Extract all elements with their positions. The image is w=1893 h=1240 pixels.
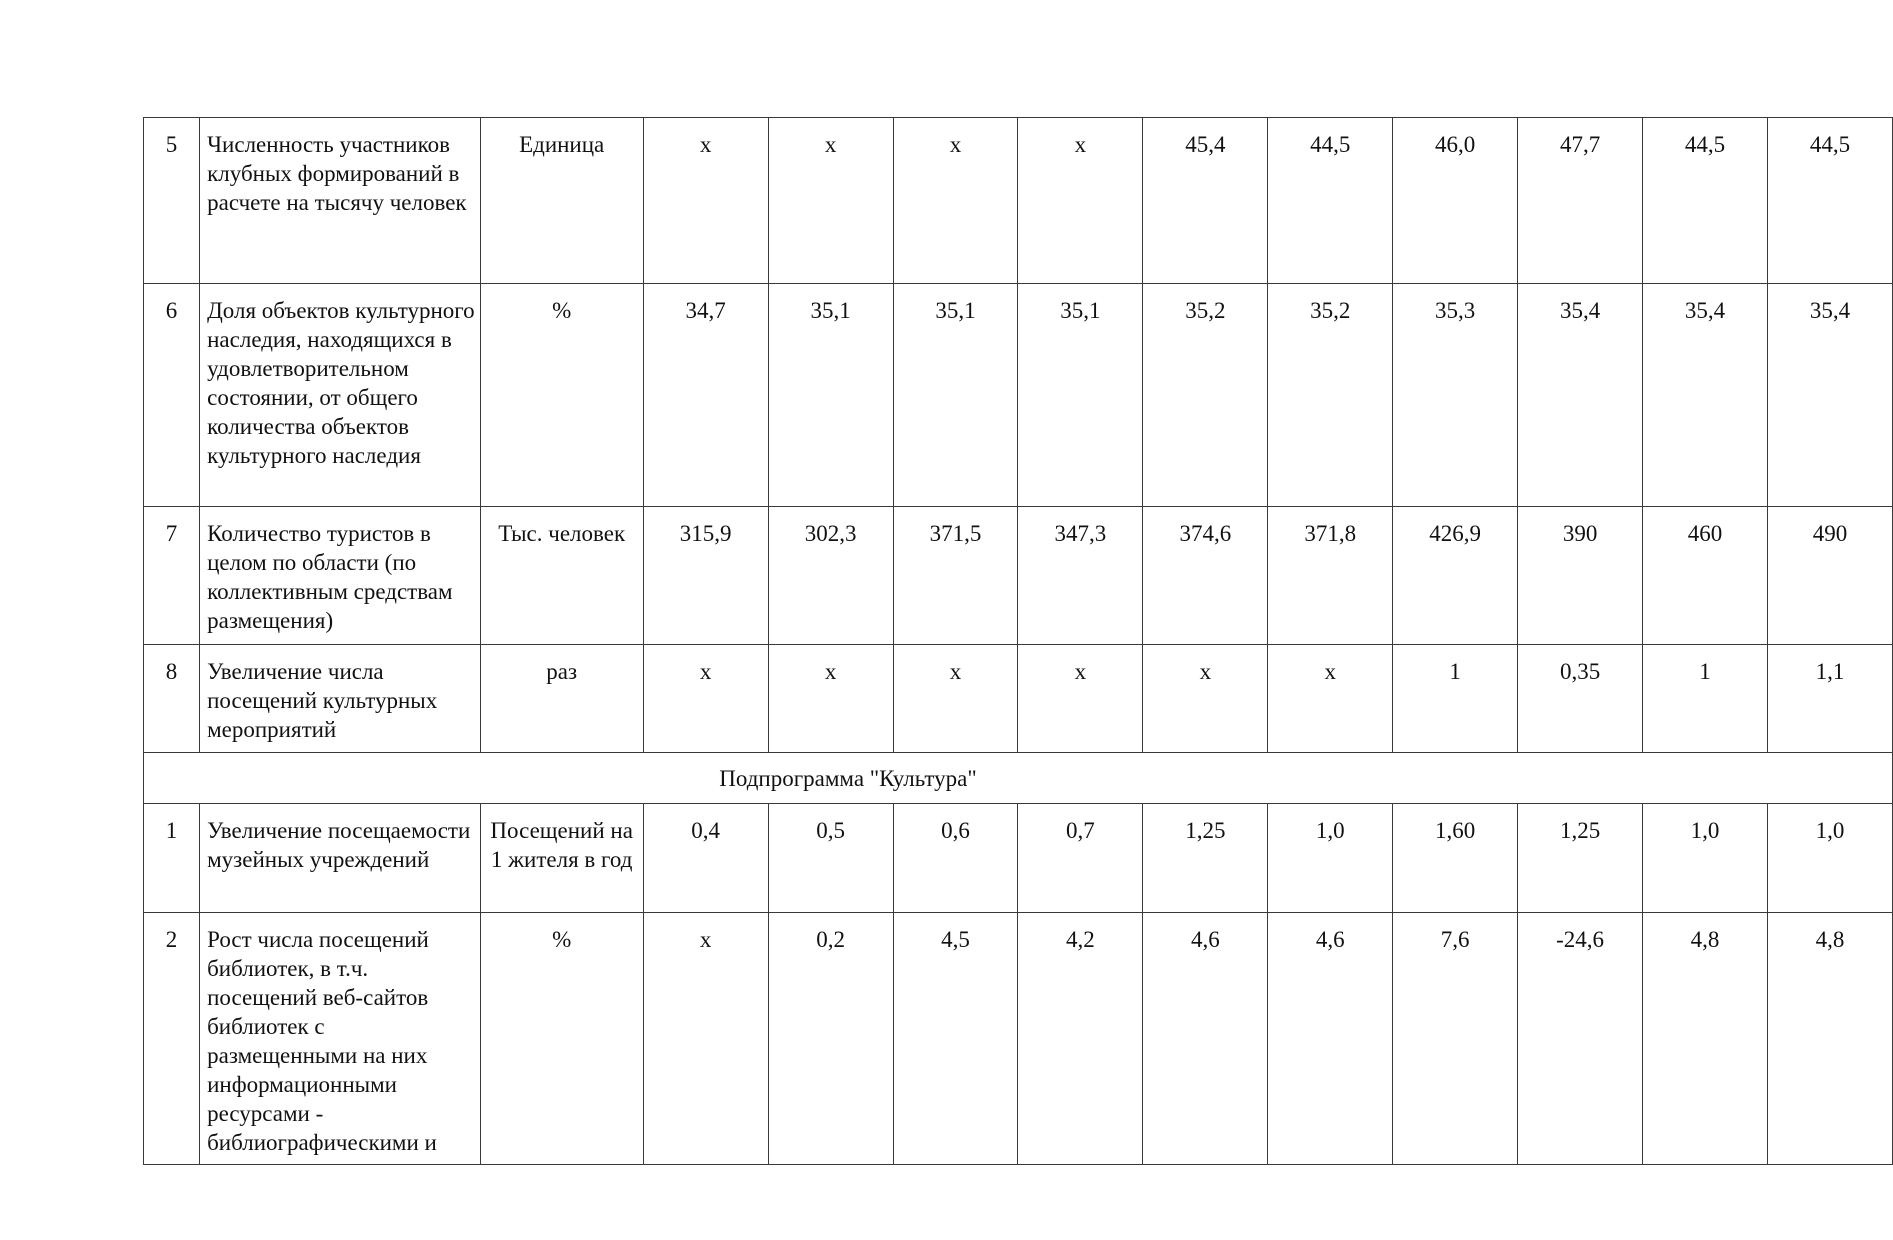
value-cell: 44,5 — [1643, 118, 1768, 284]
value-cell: 315,9 — [643, 507, 768, 645]
value-cell: 35,1 — [893, 284, 1018, 507]
indicators-table — [143, 117, 1893, 1165]
value-cell: 302,3 — [768, 507, 893, 645]
table-row — [144, 284, 1893, 507]
row-number: 5 — [144, 118, 200, 284]
indicator-name: Доля объектов культурного наследия, находящихся в удовлетворительном состоянии, от общего количества объектов культурного наследия — [200, 284, 481, 507]
row-number: 2 — [144, 913, 200, 1165]
table-row — [144, 507, 1893, 645]
value-cell: 7,6 — [1393, 913, 1518, 1165]
value-cell: 0,5 — [768, 804, 893, 913]
value-cell: 0,4 — [643, 804, 768, 913]
value-cell: 35,3 — [1393, 284, 1518, 507]
value-cell: 45,4 — [1143, 118, 1268, 284]
value-cell: x — [1018, 645, 1143, 753]
value-cell: 0,6 — [893, 804, 1018, 913]
value-cell: 0,35 — [1518, 645, 1643, 753]
value-cell: 1,60 — [1393, 804, 1518, 913]
value-cell: 35,4 — [1518, 284, 1643, 507]
value-cell: 1,0 — [1268, 804, 1393, 913]
indicator-name: Численность участников клубных формирований в расчете на тысячу человек — [200, 118, 481, 284]
value-cell: x — [893, 118, 1018, 284]
value-cell: 1,25 — [1143, 804, 1268, 913]
table-row — [144, 645, 1893, 753]
value-cell: 4,8 — [1643, 913, 1768, 1165]
value-cell: 4,2 — [1018, 913, 1143, 1165]
row-number: 6 — [144, 284, 200, 507]
value-cell: 35,4 — [1643, 284, 1768, 507]
unit-cell: раз — [480, 645, 643, 753]
indicator-name: Рост числа посещений библиотек, в т.ч. посещений веб-сайтов библиотек с размещенными на них информационными ресурсами - библиографическими и — [200, 913, 481, 1165]
value-cell: 371,5 — [893, 507, 1018, 645]
value-cell: 4,5 — [893, 913, 1018, 1165]
value-cell: 1,25 — [1518, 804, 1643, 913]
value-cell: 34,7 — [643, 284, 768, 507]
section-header-cell — [144, 753, 1893, 804]
value-cell: 35,1 — [1018, 284, 1143, 507]
value-cell: 44,5 — [1268, 118, 1393, 284]
value-cell: 347,3 — [1018, 507, 1143, 645]
table-row — [144, 913, 1893, 1165]
value-cell: 460 — [1643, 507, 1768, 645]
unit-cell: Посещений на 1 жителя в год — [480, 804, 643, 913]
value-cell: 4,6 — [1143, 913, 1268, 1165]
value-cell: 35,2 — [1268, 284, 1393, 507]
value-cell: 1 — [1393, 645, 1518, 753]
unit-cell: % — [480, 284, 643, 507]
value-cell: 46,0 — [1393, 118, 1518, 284]
value-cell: 44,5 — [1767, 118, 1892, 284]
row-number: 1 — [144, 804, 200, 913]
value-cell: 0,2 — [768, 913, 893, 1165]
value-cell: x — [643, 118, 768, 284]
table-row — [144, 804, 1893, 913]
row-number: 8 — [144, 645, 200, 753]
value-cell: 47,7 — [1518, 118, 1643, 284]
value-cell: 0,7 — [1018, 804, 1143, 913]
section-header-row — [144, 753, 1893, 804]
value-cell: 35,1 — [768, 284, 893, 507]
value-cell: 1,0 — [1643, 804, 1768, 913]
value-cell: x — [1018, 118, 1143, 284]
value-cell: 371,8 — [1268, 507, 1393, 645]
unit-cell: Единица — [480, 118, 643, 284]
value-cell: 490 — [1767, 507, 1892, 645]
value-cell: x — [643, 645, 768, 753]
table-row — [144, 118, 1893, 284]
unit-cell: Тыс. человек — [480, 507, 643, 645]
value-cell: -24,6 — [1518, 913, 1643, 1165]
value-cell: 1,1 — [1767, 645, 1892, 753]
section-title: Подпрограмма "Культура" — [719, 766, 977, 791]
value-cell: 4,8 — [1767, 913, 1892, 1165]
value-cell: x — [893, 645, 1018, 753]
unit-cell: % — [480, 913, 643, 1165]
value-cell: x — [768, 645, 893, 753]
value-cell: 35,2 — [1143, 284, 1268, 507]
row-number: 7 — [144, 507, 200, 645]
value-cell: 1,0 — [1767, 804, 1892, 913]
value-cell: x — [1143, 645, 1268, 753]
value-cell: x — [1268, 645, 1393, 753]
value-cell: 35,4 — [1767, 284, 1892, 507]
value-cell: x — [768, 118, 893, 284]
value-cell: 4,6 — [1268, 913, 1393, 1165]
indicator-name: Увеличение числа посещений культурных мероприятий — [200, 645, 481, 753]
value-cell: 374,6 — [1143, 507, 1268, 645]
value-cell: 1 — [1643, 645, 1768, 753]
value-cell: x — [643, 913, 768, 1165]
value-cell: 390 — [1518, 507, 1643, 645]
indicator-name: Количество туристов в целом по области (по коллективным средствам размещения) — [200, 507, 481, 645]
value-cell: 426,9 — [1393, 507, 1518, 645]
indicator-name: Увеличение посещаемости музейных учреждений — [200, 804, 481, 913]
